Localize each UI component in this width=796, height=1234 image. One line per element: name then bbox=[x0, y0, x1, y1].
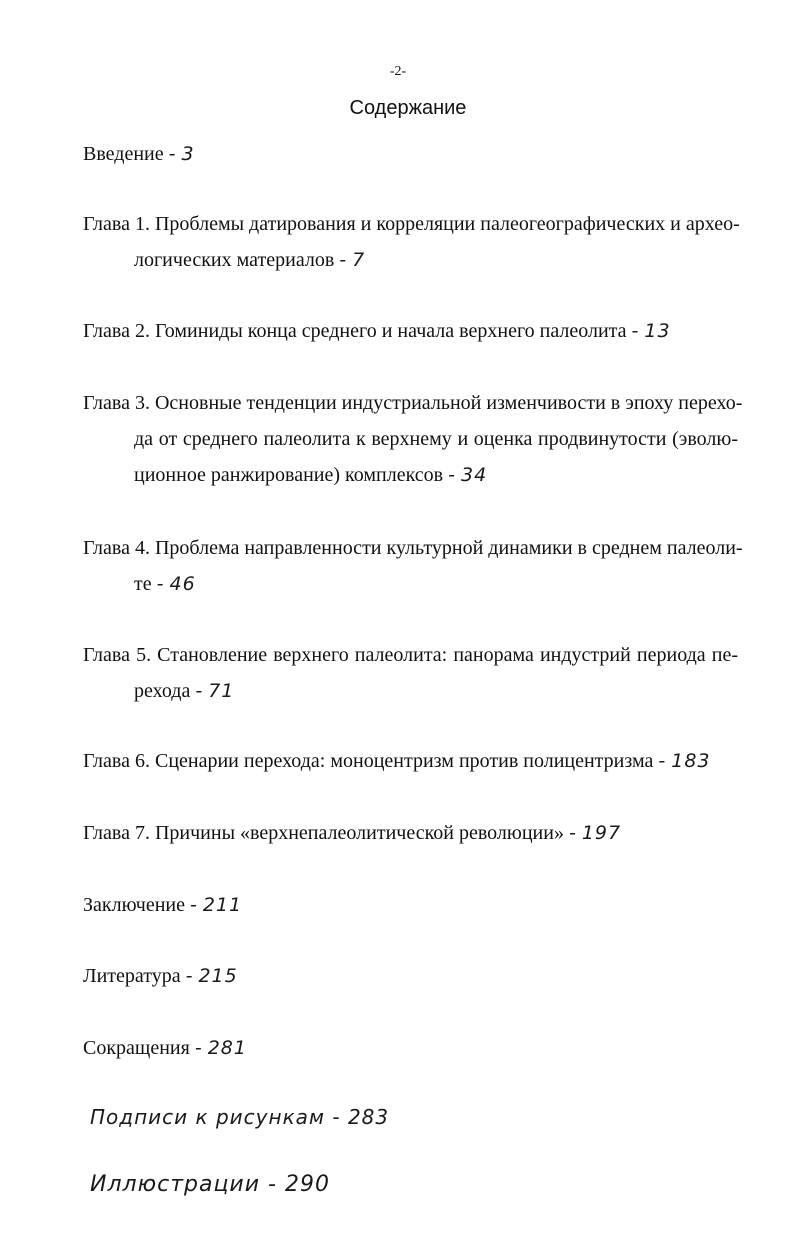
toc-separator: - bbox=[195, 680, 204, 702]
toc-label-line: да от среднего палеолита к верхнему и оценка продвинутости (эволю- bbox=[134, 428, 738, 450]
toc-separator: - bbox=[568, 822, 577, 844]
toc-entry-chapter-3 bbox=[83, 385, 743, 493]
toc-entry-illustrations bbox=[90, 1172, 330, 1197]
toc-label-line: Глава 1. Проблемы датирования и корреляции палеогеографических и архео- bbox=[83, 213, 740, 235]
toc-label: Подписи к рисункам bbox=[90, 1105, 325, 1129]
toc-separator: - bbox=[332, 1105, 341, 1129]
toc-page-number: 46 bbox=[169, 573, 196, 595]
toc-page-number: 197 bbox=[581, 822, 622, 844]
toc-entry-chapter-2 bbox=[83, 313, 738, 349]
toc-page-number: 13 bbox=[644, 320, 671, 342]
toc-label: Глава 6. Сценарии перехода: моноцентризм против полицентризма bbox=[83, 750, 654, 772]
toc-entry-chapter-4 bbox=[83, 530, 743, 602]
toc-entry-figure-captions bbox=[90, 1105, 389, 1129]
toc-label: Сокращения bbox=[83, 1037, 190, 1059]
toc-entry-chapter-7 bbox=[83, 815, 738, 851]
toc-separator: - bbox=[448, 464, 456, 486]
toc-page-number: 3 bbox=[181, 143, 195, 165]
toc-separator: - bbox=[268, 1172, 277, 1197]
toc-page-number: 283 bbox=[347, 1105, 390, 1129]
toc-label-line: рехода bbox=[134, 680, 191, 702]
page-title: Содержание bbox=[349, 97, 467, 119]
toc-label-line: Глава 4. Проблема направленности культурной динамики в среднем палеоли- bbox=[83, 537, 743, 559]
toc-page-number: 7 bbox=[352, 249, 366, 271]
toc-label: Литература bbox=[83, 965, 181, 987]
page-number: -2- bbox=[389, 64, 407, 79]
toc-separator: - bbox=[194, 1037, 203, 1059]
toc-label: Введение bbox=[83, 143, 164, 165]
toc-page-number: 71 bbox=[208, 680, 235, 702]
toc-separator: - bbox=[168, 143, 177, 165]
toc-separator: - bbox=[631, 320, 640, 342]
toc-entry-chapter-5 bbox=[83, 637, 738, 709]
toc-separator: - bbox=[185, 965, 194, 987]
toc-separator: - bbox=[658, 750, 667, 772]
toc-page-number: 34 bbox=[460, 464, 488, 486]
toc-entry-abbreviations bbox=[83, 1030, 738, 1066]
toc-entry-intro bbox=[83, 136, 738, 172]
toc-label-line: Глава 3. Основные тенденции индустриальной изменчивости в эпоху перехо- bbox=[83, 392, 743, 414]
toc-page-number: 211 bbox=[202, 894, 243, 916]
toc-separator: - bbox=[190, 894, 198, 916]
toc-label-line: те bbox=[134, 573, 152, 595]
toc-entry-literature bbox=[83, 958, 738, 994]
toc-page-number: 290 bbox=[284, 1172, 330, 1197]
toc-label-line: логических материалов bbox=[134, 249, 335, 271]
toc-label-line: ционное ранжирование) комплексов bbox=[134, 464, 444, 486]
toc-label: Глава 2. Гоминиды конца среднего и начала верхнего палеолита bbox=[83, 320, 627, 342]
toc-entry-chapter-1 bbox=[83, 206, 738, 278]
toc-separator: - bbox=[339, 249, 348, 271]
toc-page-number: 281 bbox=[207, 1037, 247, 1059]
toc-label: Иллюстрации bbox=[90, 1172, 261, 1197]
toc-entry-chapter-6 bbox=[83, 743, 763, 779]
toc-label: Глава 7. Причины «верхнепалеолитической революции» bbox=[83, 822, 564, 844]
toc-page-number: 183 bbox=[671, 750, 711, 772]
toc-label-line: Глава 5. Становление верхнего палеолита: панорама индустрий периода пе- bbox=[83, 644, 738, 666]
toc-entry-conclusion bbox=[83, 887, 738, 923]
toc-label: Заключение bbox=[83, 894, 185, 916]
toc-page-number: 215 bbox=[198, 965, 238, 987]
toc-separator: - bbox=[156, 573, 165, 595]
